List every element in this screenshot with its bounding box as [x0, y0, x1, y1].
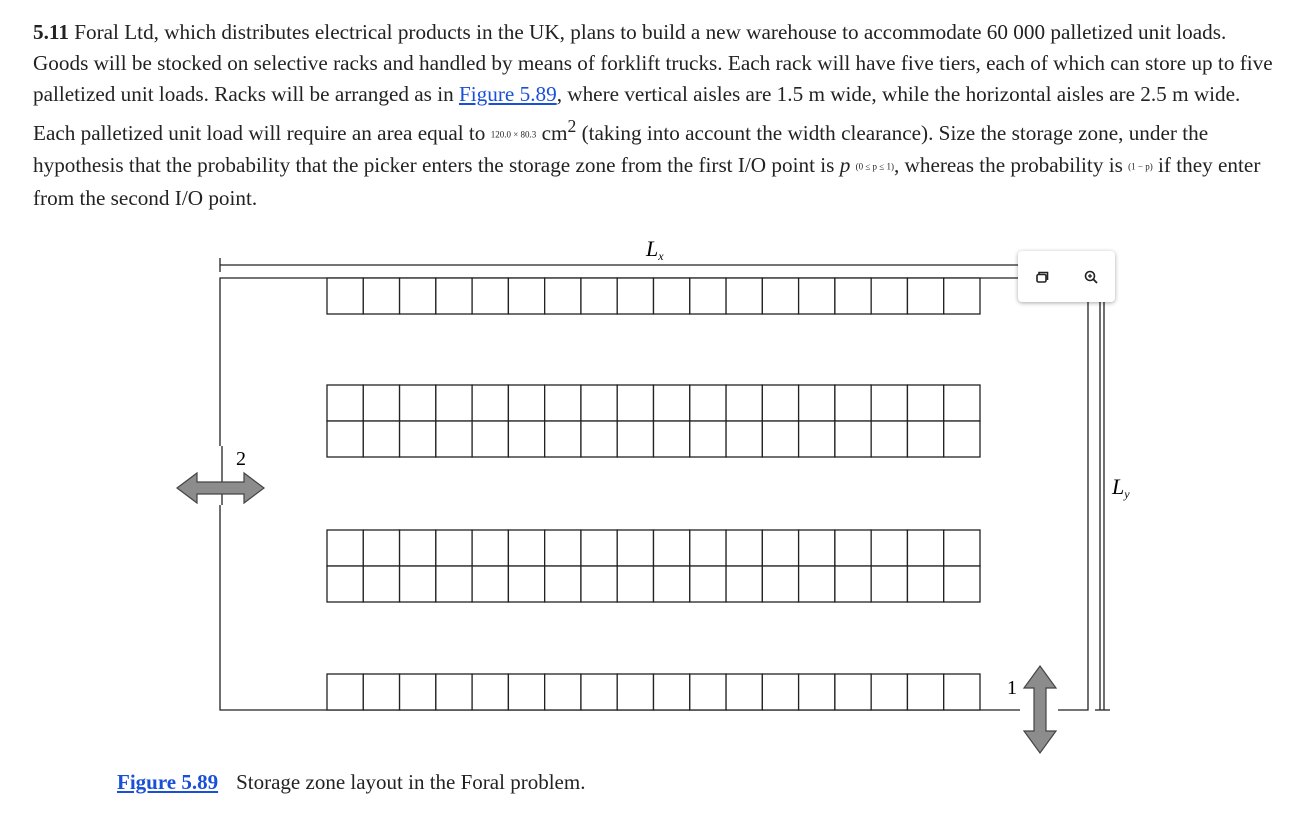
rack-cell: [508, 385, 544, 421]
rack-cell: [907, 278, 943, 314]
rack-cell: [545, 421, 581, 457]
rack-cell: [907, 421, 943, 457]
rack-cell: [617, 385, 653, 421]
rack-cell: [835, 278, 871, 314]
io-point-1-label: 1: [1007, 677, 1017, 699]
caption-text: Storage zone layout in the Foral problem.: [236, 770, 586, 794]
rack-cell: [581, 566, 617, 602]
rack-cell: [726, 566, 762, 602]
rack-cell: [327, 530, 363, 566]
racks: [327, 278, 980, 710]
rack-cell: [907, 530, 943, 566]
warehouse-outline-left: [220, 278, 1020, 710]
rack-cell: [835, 566, 871, 602]
rack-cell: [654, 530, 690, 566]
rack-cell: [871, 566, 907, 602]
rack-cell: [799, 385, 835, 421]
rack-cell: [835, 385, 871, 421]
problem-text-2: , where vertical aisles are 1.5 m wide, while the horizontal aisles are 2.5 m wide. Each palletized unit load will require an area equal to: [33, 82, 1241, 145]
rack-cell: [762, 278, 798, 314]
rack-cell: [617, 421, 653, 457]
rack-cell: [617, 278, 653, 314]
rack-cell: [581, 278, 617, 314]
rack-cell: [508, 530, 544, 566]
rack-cell: [690, 385, 726, 421]
rack-cell: [400, 421, 436, 457]
rack-cell: [799, 530, 835, 566]
rack-cell: [363, 385, 399, 421]
p-symbol: p: [839, 153, 851, 178]
rack-cell: [871, 421, 907, 457]
rack-cell: [871, 674, 907, 710]
rack-cell: [508, 566, 544, 602]
rack-cell: [690, 530, 726, 566]
rack-cell: [363, 530, 399, 566]
rack-cell: [363, 421, 399, 457]
rack-cell: [327, 385, 363, 421]
rack-cell: [871, 278, 907, 314]
problem-text-4: , whereas the probability is: [893, 153, 1129, 178]
rack-cell: [799, 674, 835, 710]
problem-text-1: Foral Ltd, which distributes electrical products in the UK, plans to build a new warehouse to accommodate 60 000 palletized unit loads. Goods will be stocked on selective racks and handled by means of forklift trucks. Each rack will have five tiers, each of which can store up to five palletized unit loads. Racks will be arranged as in: [33, 20, 1273, 107]
rack-cell: [690, 674, 726, 710]
rack-cell: [835, 421, 871, 457]
rack-cell: [726, 674, 762, 710]
rack-cell: [400, 278, 436, 314]
rack-cell: [835, 530, 871, 566]
rack-cell: [762, 674, 798, 710]
io-point-1-arrow: [1024, 666, 1056, 753]
rack-cell: [654, 421, 690, 457]
rack-cell: [436, 278, 472, 314]
rack-cell: [654, 674, 690, 710]
rack-cell: [472, 566, 508, 602]
rack-cell: [545, 530, 581, 566]
rack-cell: [472, 385, 508, 421]
rack-cell: [944, 421, 980, 457]
copy-icon: [1034, 269, 1050, 285]
rack-cell: [944, 530, 980, 566]
rack-cell: [400, 566, 436, 602]
caption-figure-link[interactable]: Figure 5.89: [117, 770, 219, 794]
figure-link[interactable]: Figure 5.89: [458, 82, 557, 107]
rack-cell: [690, 278, 726, 314]
rack-cell: [508, 278, 544, 314]
rack-cell: [690, 566, 726, 602]
rack-cell: [726, 278, 762, 314]
rack-cell: [907, 674, 943, 710]
rack-cell: [762, 421, 798, 457]
rack-cell: [871, 385, 907, 421]
rack-cell: [545, 278, 581, 314]
rack-cell: [799, 278, 835, 314]
rack-cell: [944, 278, 980, 314]
rack-cell: [726, 530, 762, 566]
figure-caption: [117, 770, 585, 795]
rack-cell: [363, 566, 399, 602]
rack-cell: [436, 421, 472, 457]
rack-cell: [762, 530, 798, 566]
area-formula: 120.0 × 80.3: [490, 129, 537, 140]
zoom-icon: [1083, 269, 1099, 285]
rack-cell: [944, 385, 980, 421]
rack-cell: [436, 530, 472, 566]
rack-cell: [835, 674, 871, 710]
rack-cell: [545, 674, 581, 710]
rack-cell: [472, 530, 508, 566]
rack-cell: [762, 385, 798, 421]
rack-cell: [726, 385, 762, 421]
rack-cell: [654, 566, 690, 602]
rack-cell: [508, 421, 544, 457]
rack-cell: [472, 421, 508, 457]
rack-cell: [508, 674, 544, 710]
rack-cell: [907, 385, 943, 421]
problem-text-3: (taking into account the width clearance). Size the storage zone, under the hypothesis that the probability that the picker enters the storage zone from the first I/O point is: [33, 120, 1209, 178]
rack-cell: [400, 385, 436, 421]
lx-label: Lx: [646, 236, 664, 263]
rack-cell: [617, 674, 653, 710]
rack-cell: [436, 385, 472, 421]
rack-cell: [400, 674, 436, 710]
figure-toolbar: [1018, 251, 1115, 302]
io-point-2-label: 2: [236, 448, 246, 470]
warehouse-outline-right: [1058, 302, 1088, 710]
copy-button[interactable]: [1029, 264, 1055, 290]
problem-number: 5.11: [33, 20, 69, 44]
rack-cell: [400, 530, 436, 566]
rack-cell: [581, 385, 617, 421]
rack-cell: [327, 566, 363, 602]
rack-cell: [545, 566, 581, 602]
rack-cell: [617, 566, 653, 602]
rack-cell: [327, 674, 363, 710]
rack-cell: [762, 566, 798, 602]
rack-cell: [545, 385, 581, 421]
area-exponent: 2: [567, 115, 577, 136]
rack-cell: [363, 278, 399, 314]
area-unit: cm: [541, 120, 568, 145]
rack-cell: [871, 530, 907, 566]
p-range: (0 ≤ p ≤ 1): [855, 161, 894, 172]
rack-cell: [654, 278, 690, 314]
rack-cell: [690, 421, 726, 457]
rack-cell: [581, 421, 617, 457]
rack-cell: [472, 278, 508, 314]
zoom-button[interactable]: [1078, 264, 1104, 290]
rack-cell: [363, 674, 399, 710]
rack-cell: [799, 566, 835, 602]
rack-cell: [581, 674, 617, 710]
ly-label: Ly: [1112, 474, 1130, 501]
rack-cell: [581, 530, 617, 566]
rack-cell: [654, 385, 690, 421]
rack-cell: [327, 278, 363, 314]
rack-cell: [436, 674, 472, 710]
rack-cell: [472, 674, 508, 710]
rack-cell: [436, 566, 472, 602]
one-minus-p: (1 − p): [1128, 161, 1153, 172]
rack-cell: [944, 566, 980, 602]
rack-cell: [944, 674, 980, 710]
rack-cell: [327, 421, 363, 457]
rack-cell: [726, 421, 762, 457]
problem-text-5: if they enter from the second I/O point.: [33, 153, 1261, 211]
rack-cell: [617, 530, 653, 566]
rack-cell: [799, 421, 835, 457]
rack-cell: [907, 566, 943, 602]
